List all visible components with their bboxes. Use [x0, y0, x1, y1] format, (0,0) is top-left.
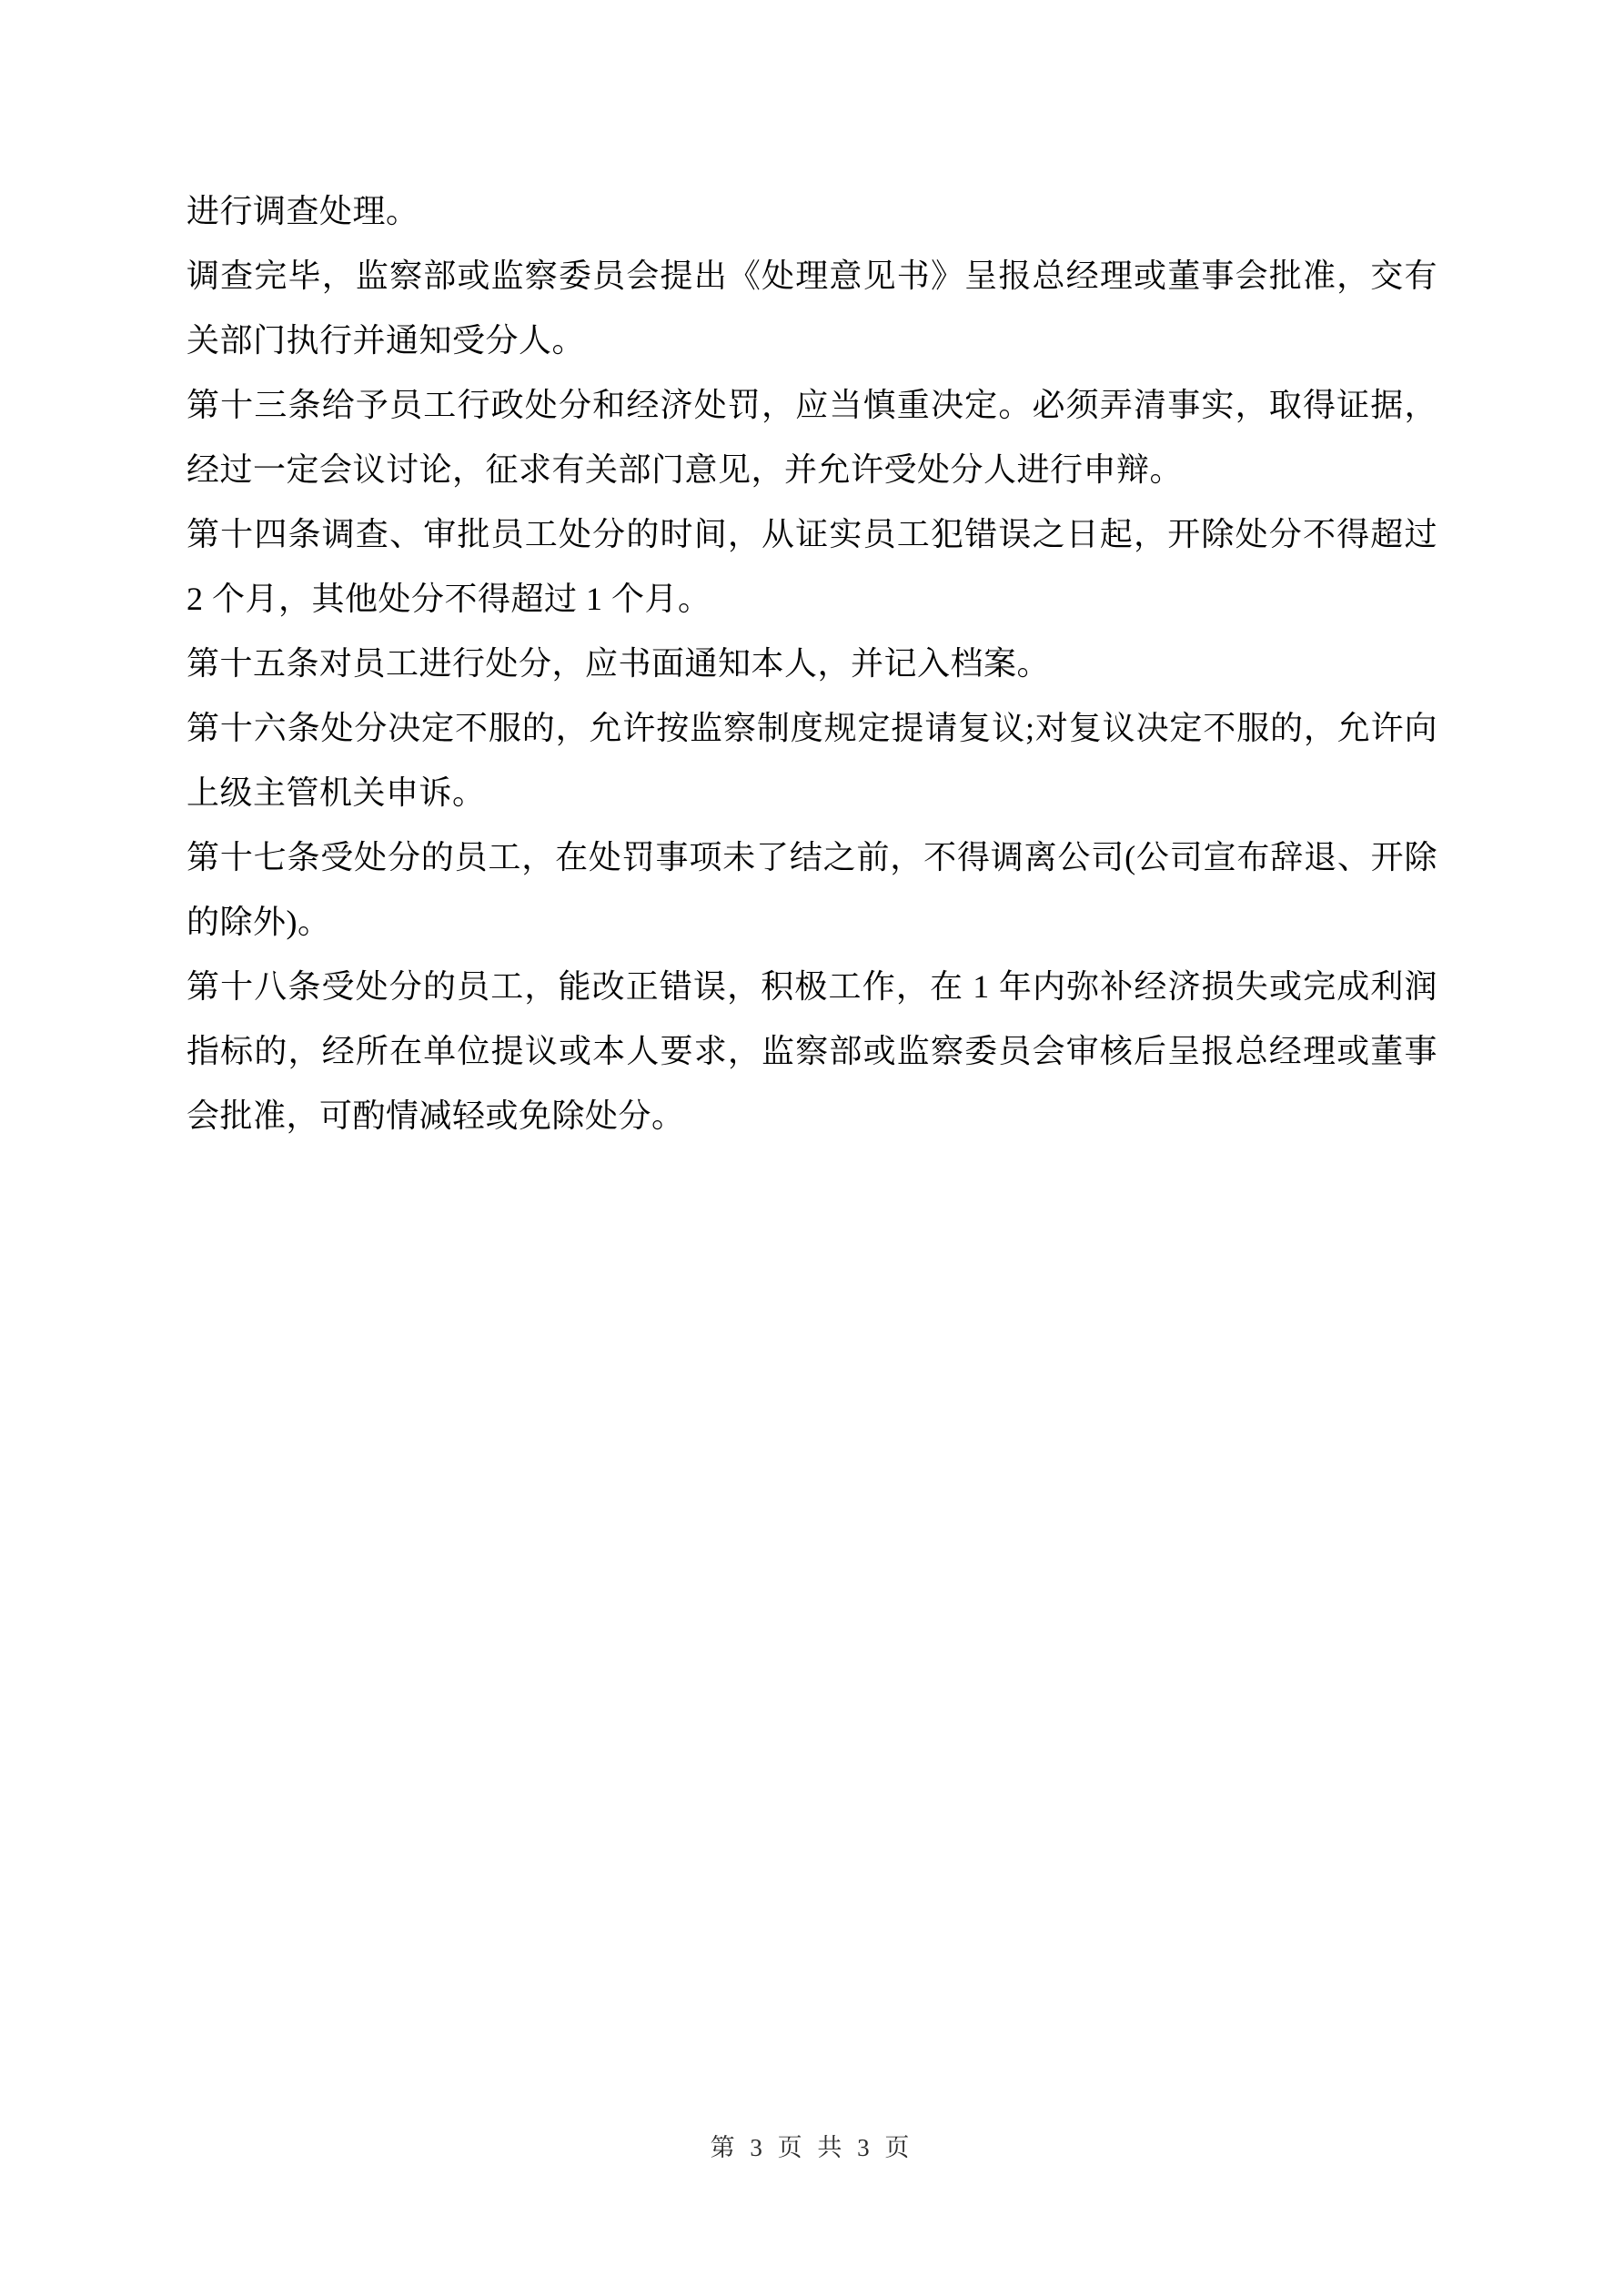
document-body [187, 179, 1437, 1148]
page-number-footer: 第 3 页 共 3 页 [710, 2134, 914, 2161]
paragraph-article-13: 第十三条给予员工行政处分和经济处罚，应当慎重决定。必须弄清事实，取得证据，经过一定会议讨论，征求有关部门意见，并允许受处分人进行申辩。 [187, 387, 1437, 488]
paragraph-investigation-result: 调查完毕，监察部或监察委员会提出《处理意见书》呈报总经理或董事会批准，交有关部门执行并通知受分人。 [187, 258, 1437, 359]
paragraph-article-16: 第十六条处分决定不服的，允许按监察制度规定提请复议;对复议决定不服的，允许向上级主管机关申诉。 [187, 710, 1437, 811]
paragraph-article-14: 第十四条调查、审批员工处分的时间，从证实员工犯错误之日起，开除处分不得超过 2 个月，其他处分不得超过 1 个月。 [187, 516, 1437, 617]
paragraph-article-18: 第十八条受处分的员工，能改正错误，积极工作，在 1 年内弥补经济损失或完成利润指标的，经所在单位提议或本人要求，监察部或监察委员会审核后呈报总经理或董事会批准，可酌情减轻或免除处分。 [187, 968, 1437, 1134]
paragraph-continuation: 进行调查处理。 [187, 193, 419, 229]
paragraph-article-17: 第十七条受处分的员工，在处罚事项未了结之前，不得调离公司(公司宣布辞退、开除的除外)。 [187, 839, 1437, 940]
paragraph-article-15: 第十五条对员工进行处分，应书面通知本人，并记入档案。 [187, 645, 1051, 682]
